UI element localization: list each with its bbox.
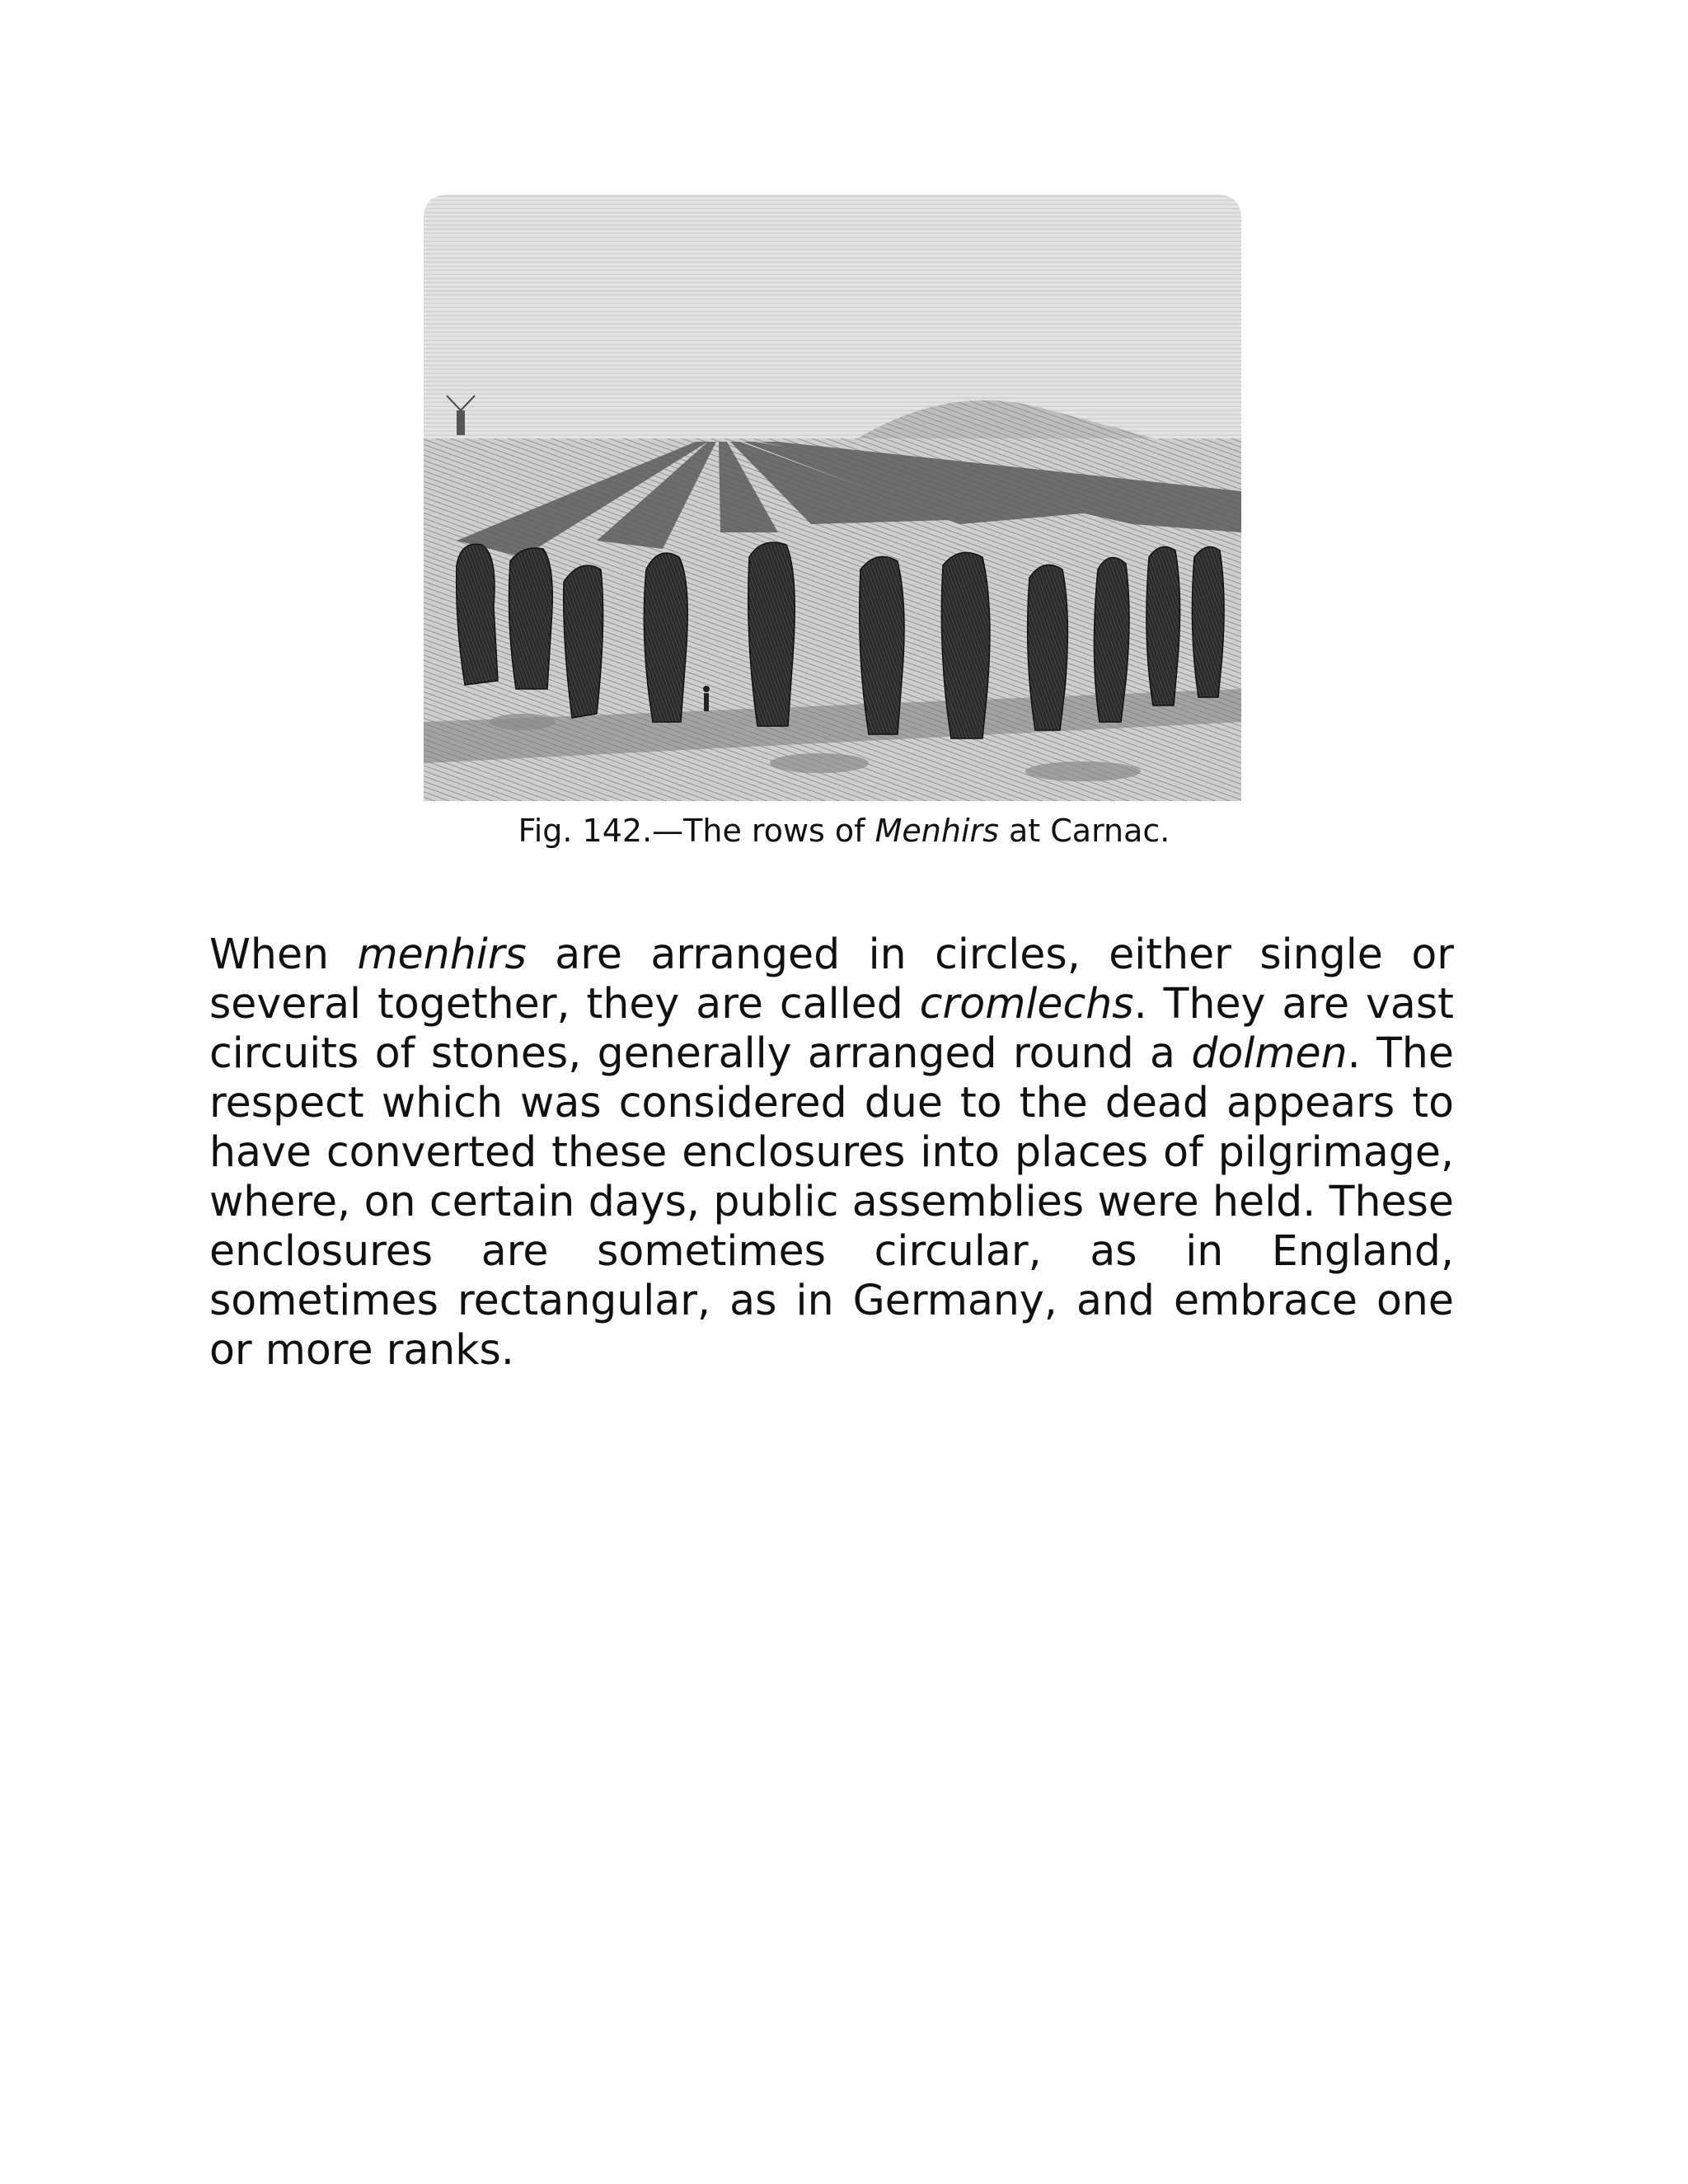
caption-italic: Menhirs — [874, 813, 999, 849]
paragraph-text-2: are arranged in circles, either single or several together, they are called — [209, 930, 1454, 1028]
paragraph-italic-menhirs: menhirs — [357, 930, 527, 978]
figure-caption — [0, 811, 1688, 851]
paragraph-text-1: When — [209, 930, 358, 978]
menhirs-engraving — [424, 194, 1241, 801]
paragraph-italic-dolmen: dolmen — [1191, 1029, 1348, 1077]
paragraph-italic-cromlechs: cromlechs — [919, 979, 1134, 1028]
figure-illustration — [424, 194, 1241, 801]
caption-suffix: at Carnac. — [998, 813, 1170, 849]
body-paragraph — [209, 930, 1454, 1375]
paragraph-text-4: . The respect which was considered due to the dead appears to have converted these enclosures into places of pilgrimage, where, on certain days, public assemblies were held. These enclosures are sometimes circular, as in England, sometimes rectangular, as in Germany, and embrace one or more ranks. — [209, 1029, 1454, 1374]
paragraph-text-3: . They are vast circuits of stones, generally arranged round a — [209, 979, 1454, 1077]
caption-prefix: Fig. 142.—The rows of — [518, 813, 875, 849]
